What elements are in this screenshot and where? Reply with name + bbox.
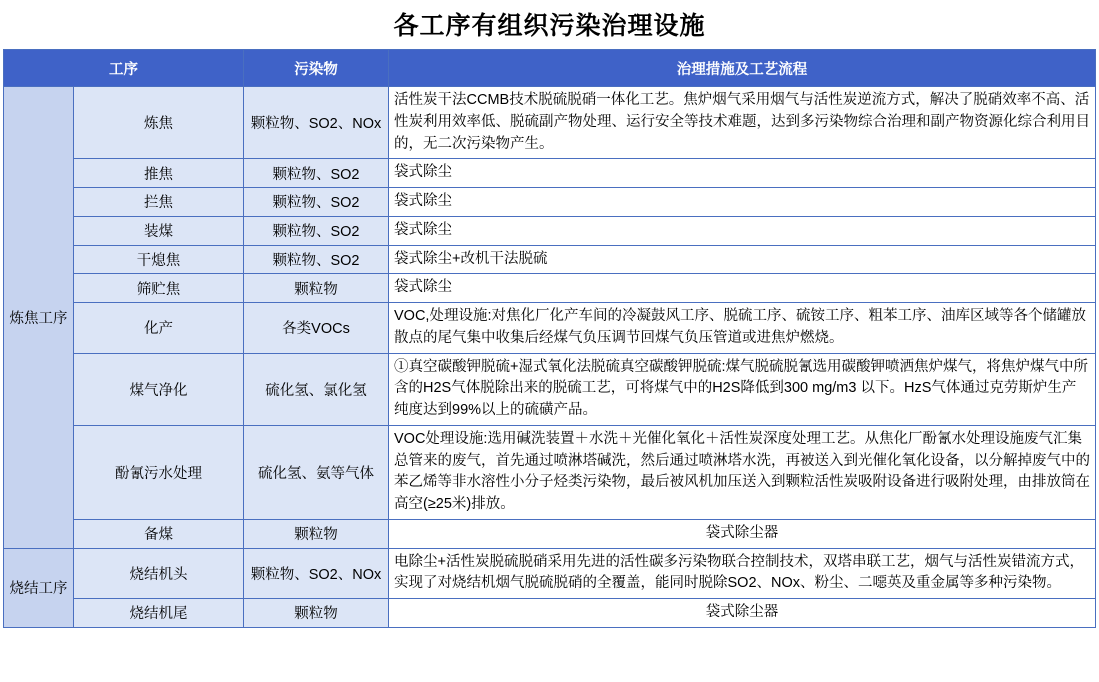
table-body xyxy=(4,87,1096,628)
pollutant-cell: 颗粒物、SO2、NOx xyxy=(244,87,389,159)
pollutant-cell: 硫化氢、氨等气体 xyxy=(244,425,389,519)
page-title: 各工序有组织污染治理设施 xyxy=(393,12,706,40)
process-cell: 推焦 xyxy=(74,159,244,188)
pollutant-cell: 颗粒物 xyxy=(244,274,389,303)
pollution-control-table xyxy=(3,49,1096,628)
table-header xyxy=(4,50,1096,87)
header-measure: 治理措施及工艺流程 xyxy=(389,50,1096,87)
measure-cell: 袋式除尘 xyxy=(389,159,1096,188)
process-cell: 煤气净化 xyxy=(74,353,244,425)
header-process: 工序 xyxy=(4,50,244,87)
table-row xyxy=(4,216,1096,245)
measure-cell: VOC处理设施:选用碱洗装置＋水洗＋光催化氧化＋活性炭深度处理工艺。从焦化厂酚氰水处理设施废气汇集总管来的废气，首先通过喷淋塔碱洗，然后通过喷淋塔水洗，再被送入到光催化氧化设备，以分解掉废气中的苯乙烯等非水溶性小分子烃类污染物，最后被风机加压送入到颗粒活性炭吸附设备进行吸附处理，由排放筒在高空(≥25米)排放。 xyxy=(389,425,1096,519)
group-label-cell: 炼焦工序 xyxy=(4,87,74,549)
measure-cell: 袋式除尘 xyxy=(389,274,1096,303)
pollutant-cell: 颗粒物、SO2 xyxy=(244,188,389,217)
table-row xyxy=(4,159,1096,188)
measure-cell: 袋式除尘 xyxy=(389,216,1096,245)
measure-cell: 活性炭干法CCMB技术脱硫脱硝一体化工艺。焦炉烟气采用烟气与活性炭逆流方式，解决了脱硝效率不高、活性炭利用效率低、脱硫副产物处理、运行安全等技术难题，达到多污染物综合治理和副产物资源化综合利用目的，无二次污染物产生。 xyxy=(389,87,1096,159)
header-row xyxy=(4,50,1096,87)
process-cell: 酚氰污水处理 xyxy=(74,425,244,519)
measure-cell: 袋式除尘+改机干法脱硫 xyxy=(389,245,1096,274)
measure-cell: 电除尘+活性炭脱硫脱硝采用先进的活性碳多污染物联合控制技术，双塔串联工艺，烟气与活性炭错流方式，实现了对烧结机烟气脱硫脱硝的全覆盖，能同时脱除SO2、NOx、粉尘、二噁英及重金属等多种污染物。 xyxy=(389,548,1096,599)
measure-cell: 袋式除尘 xyxy=(389,188,1096,217)
table-row xyxy=(4,87,1096,159)
table-row xyxy=(4,548,1096,599)
table-row xyxy=(4,425,1096,519)
group-label-cell: 烧结工序 xyxy=(4,548,74,627)
measure-cell: VOC,处理设施:对焦化厂化产车间的冷凝鼓风工序、脱硫工序、硫铵工序、粗苯工序、油库区域等各个储罐放散点的尾气集中收集后经煤气负压调节回煤气负压管道或进焦炉燃烧。 xyxy=(389,303,1096,354)
process-cell: 干熄焦 xyxy=(74,245,244,274)
table-row xyxy=(4,245,1096,274)
measure-cell: 袋式除尘器 xyxy=(389,599,1096,628)
table-row xyxy=(4,188,1096,217)
table-row xyxy=(4,274,1096,303)
process-cell: 拦焦 xyxy=(74,188,244,217)
process-cell: 炼焦 xyxy=(74,87,244,159)
pollutant-cell: 颗粒物、SO2 xyxy=(244,245,389,274)
pollutant-cell: 颗粒物 xyxy=(244,519,389,548)
table-row xyxy=(4,519,1096,548)
measure-cell: ①真空碳酸钾脱硫+湿式氧化法脱硫真空碳酸钾脱硫:煤气脱硫脱氰选用碳酸钾喷洒焦炉煤气，将焦炉煤气中所含的H2S气体脱除出来的脱硫工艺，可将煤气中的H2S降低到300 mg/m3 以下。HzS气体通过克劳斯炉生产纯度达到99%以上的硫磺产品。 xyxy=(389,353,1096,425)
pollutant-cell: 颗粒物 xyxy=(244,599,389,628)
pollutant-cell: 颗粒物、SO2 xyxy=(244,159,389,188)
pollutant-cell: 颗粒物、SO2 xyxy=(244,216,389,245)
process-cell: 筛贮焦 xyxy=(74,274,244,303)
process-cell: 化产 xyxy=(74,303,244,354)
pollutant-cell: 颗粒物、SO2、NOx xyxy=(244,548,389,599)
measure-cell: 袋式除尘器 xyxy=(389,519,1096,548)
table-row xyxy=(4,303,1096,354)
process-cell: 备煤 xyxy=(74,519,244,548)
process-cell: 烧结机尾 xyxy=(74,599,244,628)
pollutant-cell: 各类VOCs xyxy=(244,303,389,354)
process-cell: 装煤 xyxy=(74,216,244,245)
table-row xyxy=(4,353,1096,425)
pollutant-cell: 硫化氢、氯化氢 xyxy=(244,353,389,425)
process-cell: 烧结机头 xyxy=(74,548,244,599)
header-pollutant: 污染物 xyxy=(244,50,389,87)
table-row xyxy=(4,599,1096,628)
